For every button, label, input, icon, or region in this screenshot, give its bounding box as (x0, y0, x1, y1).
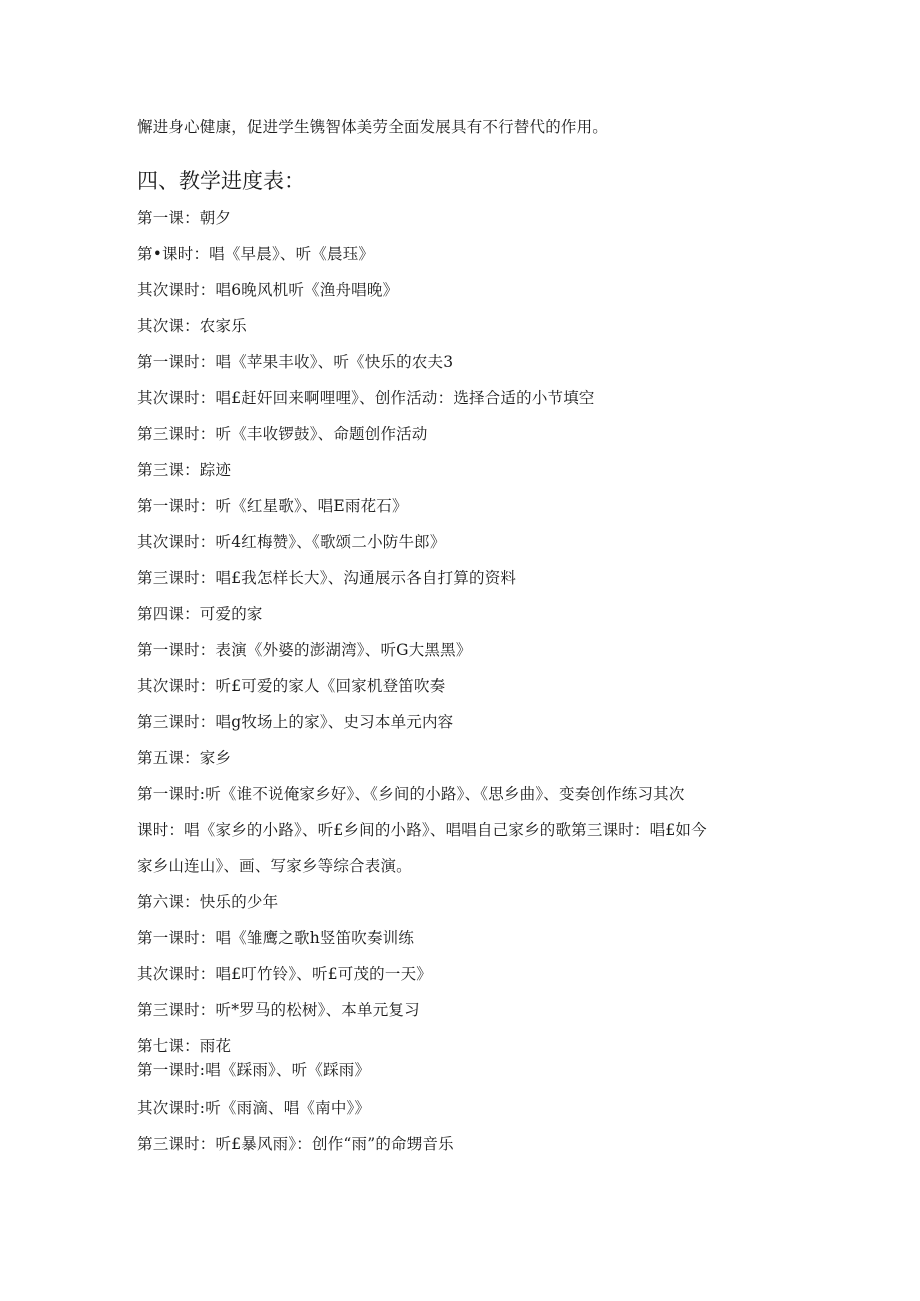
section-title: 四、教学进度表： (137, 169, 305, 193)
schedule-line: 第一课时:听《谁不说俺家乡好》、《乡间的小路》、《思乡曲》、变奏创作练习其次 (137, 785, 685, 803)
schedule-line: 其次课：农家乐 (137, 317, 247, 335)
schedule-line: 第三课时：唱£我怎样长大》、沟通展示各自打算的资料 (137, 569, 517, 587)
schedule-line: 其次课时：听£可爱的家人《回家机登笛吹奏 (137, 677, 446, 695)
schedule-line: 第一课时：唱《苹果丰收》、听《快乐的农夫3 (137, 353, 454, 371)
schedule-line: 第三课时：听£暴风雨》：创作“雨”的命甥音乐 (137, 1135, 454, 1153)
schedule-line: 第一课时:唱《踩雨》、听《踩雨》 (137, 1061, 371, 1079)
schedule-line: 第三课时：听*罗马的松树》、本单元复习 (137, 1001, 420, 1019)
schedule-line: 其次课时：唱£叮竹铃》、听£可茂的一天》 (137, 965, 432, 983)
schedule-line: 家乡山连山》、画、写家乡等综合表演。 (137, 857, 412, 875)
schedule-line: 第六课：快乐的少年 (137, 893, 279, 911)
schedule-line: 第一课：朝夕 (137, 209, 232, 227)
schedule-line: 第三课：踪迹 (137, 461, 232, 479)
schedule-line: 第•课时：唱《早晨》、听《晨珏》 (137, 245, 375, 263)
schedule-line: 第七课：雨花 (137, 1037, 232, 1055)
schedule-line: 其次课时：唱6晚风机听《渔舟唱晚》 (137, 281, 399, 299)
schedule-line: 第一课时：听《红星歌》、唱E雨花石》 (137, 497, 408, 515)
intro-paragraph: 懈进身心健康，促进学生镌智体美劳全面发展具有不行替代的作用。 (137, 118, 609, 136)
schedule-line: 其次课时:听《雨滴、唱《南中》》 (137, 1099, 371, 1117)
schedule-line: 第五课：家乡 (137, 749, 232, 767)
schedule-line: 第一课时：表演《外婆的澎湖湾》、听G大黑黑》 (137, 641, 472, 659)
schedule-line: 其次课时：听4红梅赞》、《歌颂二小防牛郎》 (137, 533, 446, 551)
schedule-line: 课时：唱《家乡的小路》、听£乡间的小路》、唱唱自己家乡的歌第三课时：唱£如今 (137, 821, 707, 839)
schedule-line: 第三课时：听《丰收锣鼓》、命题创作活动 (137, 425, 428, 443)
schedule-line: 第三课时：唱g牧场上的家》、史习本单元内容 (137, 713, 454, 731)
schedule-line: 第四课：可爱的家 (137, 605, 263, 623)
schedule-line: 其次课时：唱£赶奸回来啊哩哩》、创作活动：选择合适的小节填空 (137, 389, 595, 407)
schedule-line: 第一课时：唱《雏鹰之歌h竖笛吹奏训练 (137, 929, 415, 947)
